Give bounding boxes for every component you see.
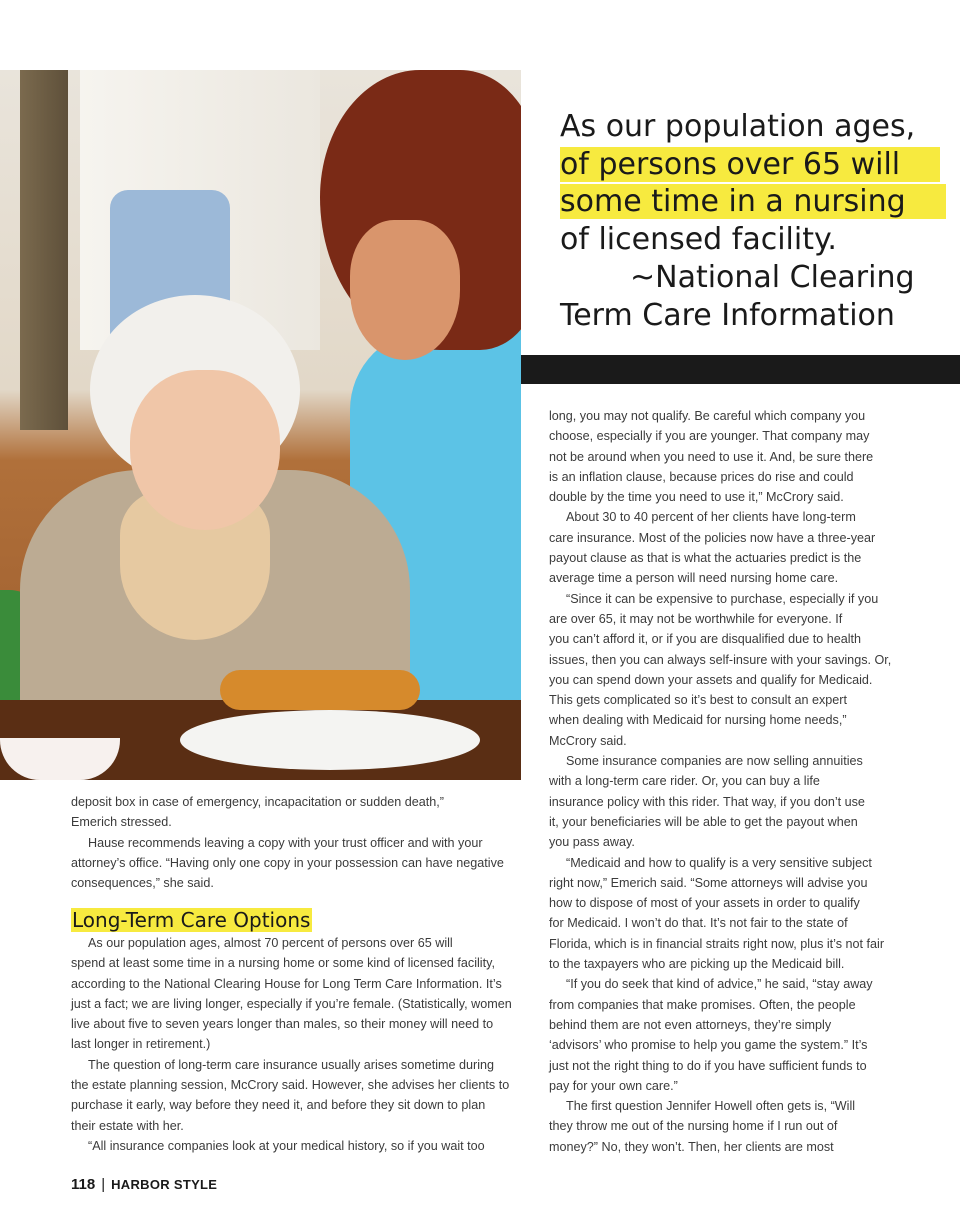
text-line: The question of long-term care insurance usually arises sometime during <box>88 1057 494 1072</box>
text-line: double by the time you need to use it,” McCrory said. <box>549 490 844 505</box>
text-line: is an inflation clause, because prices do rise and could <box>549 469 854 484</box>
photo-plate <box>180 710 480 770</box>
decorative-bar <box>521 355 960 384</box>
text-line: deposit box in case of emergency, incapacitation or sudden death,” <box>71 795 444 809</box>
text-line: you pass away. <box>549 835 635 850</box>
text-line: Florida, which is in financial straits right now, plus it’s not fair <box>549 936 885 951</box>
text-line: “Medicaid and how to qualify is a very sensitive subject <box>566 855 872 870</box>
photo-food <box>220 670 420 710</box>
pull-quote-line-highlighted: some time in a nursing <box>560 184 946 219</box>
text-line: Some insurance companies are now selling annuities <box>566 754 863 769</box>
text-line: to the taxpayers who are picking up the Medicaid bill. <box>549 957 845 972</box>
pull-quote-line-highlighted: of persons over 65 will <box>560 147 940 182</box>
text-line: you can’t afford it, or if you are disqualified due to health <box>549 632 862 647</box>
paragraph <box>71 1055 511 1136</box>
text-line: issues, then you can always self-insure with your savings. Or, <box>549 652 892 667</box>
paragraph <box>549 1096 894 1157</box>
text-line: according to the National Clearing House for Long Term Care Information. It’s <box>71 976 502 991</box>
text-line: pay for your own care.” <box>549 1078 678 1093</box>
text-line: McCrory said. <box>549 733 627 748</box>
text-line: just not the right thing to do if you have sufficient funds to <box>549 1058 867 1073</box>
text-line: long, you may not qualify. Be careful which company you <box>549 409 866 423</box>
publication-name: HARBOR STYLE <box>111 1177 218 1192</box>
text-line: ‘advisors’ who promise to help you game the system.” It’s <box>549 1038 868 1053</box>
photo-caregiver-face <box>350 220 460 360</box>
text-line: just a fact; we are living longer, especially if you’re female. (Statistically, women <box>71 996 512 1011</box>
page-footer <box>71 1176 217 1193</box>
paragraph <box>71 833 511 894</box>
text-line: attorney’s office. “Having only one copy in your possession can have negative <box>71 855 504 870</box>
photo-elderly-woman-face <box>130 370 280 530</box>
article-photo <box>0 70 521 780</box>
paragraph <box>549 406 894 507</box>
text-line: they throw me out of the nursing home if I run out of <box>549 1119 838 1134</box>
pull-quote-line: As our population ages, <box>560 109 916 144</box>
left-column-text <box>71 792 511 893</box>
paragraph <box>71 1136 511 1156</box>
footer-separator: | <box>101 1176 106 1193</box>
paragraph <box>549 974 894 1096</box>
text-line: money?” No, they won’t. Then, her clients are most <box>549 1139 834 1154</box>
page-number: 118 <box>71 1176 96 1193</box>
section-body-text <box>71 933 511 1156</box>
text-line: average time a person will need nursing home care. <box>549 571 839 586</box>
text-line: “Since it can be expensive to purchase, especially if you <box>566 591 879 606</box>
pull-quote-attribution: Term Care Information <box>560 297 895 333</box>
text-line: payout clause as that is what the actuaries predict is the <box>549 551 862 566</box>
text-line: are over 65, it may not be worthwhile for everyone. If <box>549 611 843 626</box>
paragraph <box>71 792 511 833</box>
text-line: care insurance. Most of the policies now have a three-year <box>549 530 876 545</box>
text-line: Hause recommends leaving a copy with your trust officer and with your <box>88 835 483 850</box>
text-line: behind them are not even attorneys, they’re simply <box>549 1017 832 1032</box>
text-line: spend at least some time in a nursing home or some kind of licensed facility, <box>71 956 495 971</box>
text-line: As our population ages, almost 70 percent of persons over 65 will <box>88 936 453 950</box>
text-line: “If you do seek that kind of advice,” he said, “stay away <box>566 977 873 992</box>
section-heading: Long-Term Care Options <box>72 908 311 932</box>
text-line: About 30 to 40 percent of her clients have long-term <box>566 510 856 525</box>
text-line: you can spend down your assets and qualify for Medicaid. <box>549 672 873 687</box>
paragraph <box>549 751 894 852</box>
text-line: Emerich stressed. <box>71 815 172 830</box>
text-line: from companies that make promises. Often, the people <box>549 997 856 1012</box>
text-line: consequences,” she said. <box>71 876 214 891</box>
text-line: purchase it early, way before they need it, and before they sit down to plan <box>71 1098 486 1113</box>
text-line: when dealing with Medicaid for nursing home needs,” <box>549 713 847 728</box>
text-line: for Medicaid. I won’t do that. It’s not fair to the state of <box>549 916 848 931</box>
text-line: last longer in retirement.) <box>71 1037 211 1052</box>
text-line: “All insurance companies look at your medical history, so if you wait too <box>88 1138 485 1153</box>
text-line: how to dispose of most of your assets in order to qualify <box>549 896 860 911</box>
pull-quote-attribution: ~National Clearing <box>630 259 915 295</box>
text-line: it, your beneficiaries will be able to get the payout when <box>549 814 858 829</box>
pull-quote-line: of licensed facility. <box>560 222 837 258</box>
text-line: not be around when you need to use it. And, be sure there <box>549 449 874 464</box>
paragraph <box>549 853 894 975</box>
text-line: choose, especially if you are younger. That company may <box>549 429 870 444</box>
right-column-text <box>549 406 894 1157</box>
text-line: the estate planning session, McCrory said. However, she advises her clients to <box>71 1078 510 1093</box>
photo-curtain <box>20 70 68 430</box>
paragraph <box>549 507 894 588</box>
pull-quote <box>560 108 960 334</box>
text-line: live about five to seven years longer than males, so their money will need to <box>71 1017 494 1032</box>
text-line: The first question Jennifer Howell often gets is, “Will <box>566 1099 856 1114</box>
text-line: insurance policy with this rider. That way, if you don’t use <box>549 794 865 809</box>
text-line: with a long-term care rider. Or, you can buy a life <box>549 774 820 789</box>
text-line: This gets complicated so it’s best to consult an expert <box>549 693 847 708</box>
text-line: right now,” Emerich said. “Some attorneys will advise you <box>549 875 868 890</box>
paragraph <box>549 589 894 751</box>
paragraph <box>71 933 511 1055</box>
text-line: their estate with her. <box>71 1118 184 1133</box>
